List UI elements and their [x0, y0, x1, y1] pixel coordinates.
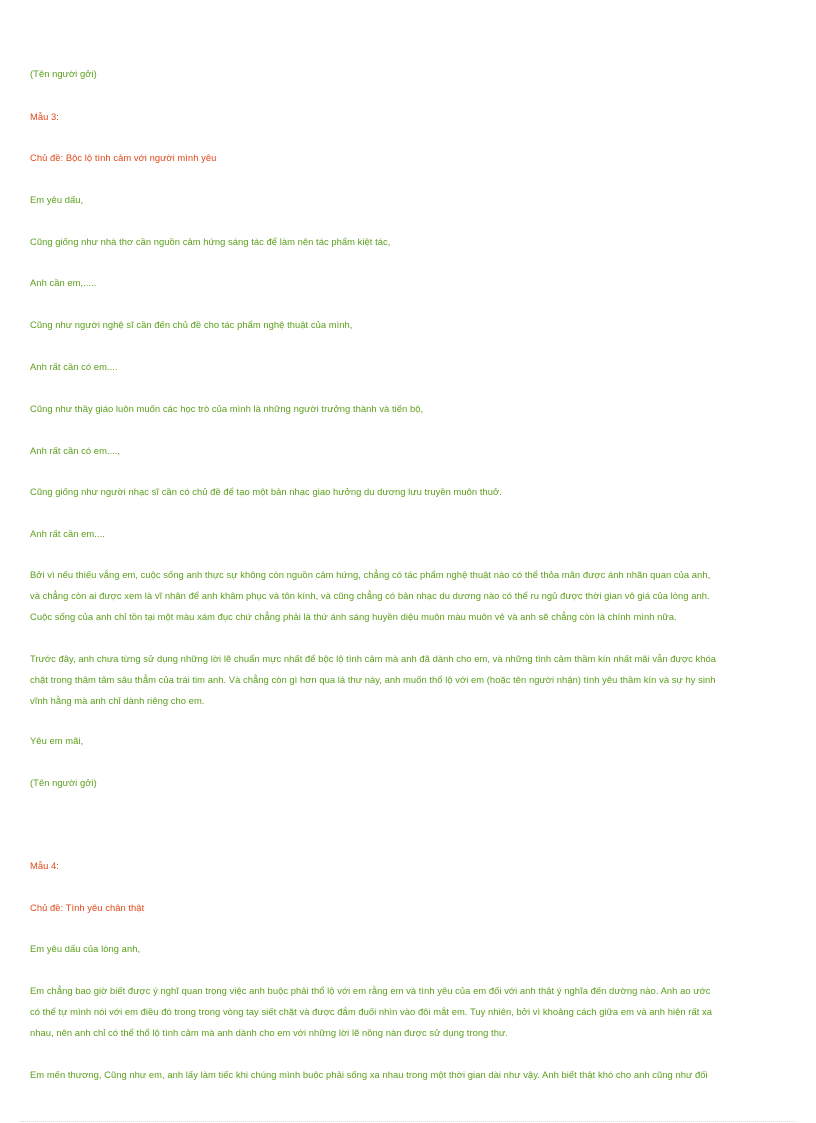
paragraph: Anh rất cần em....	[30, 528, 105, 539]
paragraph-line: Bởi vì nếu thiếu vắng em, cuộc sống anh thực sự không còn nguồn cảm hứng, chẳng có tác phẩm nghệ thuật nào có thể thỏa mãn được ánh nhãn quan của anh,	[30, 569, 711, 580]
template-3-topic: Chủ đề: Bộc lộ tình cảm với người mình yêu	[30, 152, 217, 163]
template-3-heading: Mẫu 3:	[30, 111, 59, 122]
template-4-topic: Chủ đề: Tình yêu chân thật	[30, 902, 145, 913]
paragraph: Anh rất cần có em....	[30, 361, 118, 372]
paragraph-line: Cuộc sống của anh chỉ tồn tại một màu xám đục chứ chẳng phải là thứ ánh sáng huyền diệu muôn màu muôn vẻ và anh sẽ chẳng còn là chính mình nữa.	[30, 611, 677, 622]
paragraph-line: chặt trong thâm tâm sâu thẳm của trái tim anh. Và chẳng còn gì hơn qua lá thư này, anh muốn thổ lộ với em (hoặc tên người nhận) tình yêu thầm kín và sự hy sinh	[30, 674, 716, 685]
paragraph-long	[30, 564, 790, 627]
paragraph-line: có thể tự mình nói với em điều đó trong trong vòng tay siết chặt và được đắm đuối nhìn vào đôi mắt em. Tuy nhiên, bởi vì khoảng cách giữa em và anh hiện rất xa	[30, 1006, 713, 1017]
page-bottom-divider	[20, 1121, 796, 1122]
paragraph: Cũng giống như nhà thơ cần nguồn cảm hứng sáng tác để làm nên tác phẩm kiệt tác,	[30, 236, 391, 247]
paragraph-line: và chẳng còn ai được xem là vĩ nhân để anh khâm phục và tôn kính, và cũng chẳng có bản nhạc du dương nào có thể ru ngủ được thời gian vô giá của lòng anh.	[30, 590, 710, 601]
paragraph: Cũng như người nghệ sĩ cần đến chủ đề cho tác phẩm nghệ thuật của mình,	[30, 319, 353, 330]
paragraph: Anh rất cần có em....,	[30, 445, 121, 456]
template-4-heading: Mẫu 4:	[30, 860, 59, 871]
sender-name: (Tên người gởi)	[30, 777, 97, 788]
paragraph-long	[30, 980, 790, 1043]
paragraph: Anh cần em,.....	[30, 277, 97, 288]
salutation: Em yêu dấu,	[30, 194, 84, 205]
sender-name: (Tên người gởi)	[30, 68, 97, 79]
closing: Yêu em mãi,	[30, 735, 84, 746]
salutation: Em yêu dấu của lòng anh,	[30, 943, 141, 954]
paragraph-line: Em chẳng bao giờ biết được ý nghĩ quan trọng việc anh buộc phải thổ lộ với em rằng em và tình yêu của em đối với anh thật ý nghĩa đến dường nào. Anh ao ước	[30, 985, 711, 996]
paragraph-line: vĩnh hằng mà anh chỉ dành riêng cho em.	[30, 695, 205, 706]
paragraph: Em mến thương, Cũng như em, anh lấy làm tiếc khi chúng mình buộc phải sống xa nhau trong một thời gian dài như vậy. Anh biết thật khó cho anh cũng như đối	[30, 1069, 708, 1080]
paragraph-line: nhau, nên anh chỉ có thể thổ lộ tình cảm mà anh dành cho em với những lời lẽ nồng nàn được sử dụng trong thư.	[30, 1027, 508, 1038]
paragraph-long	[30, 648, 790, 711]
paragraph: Cũng giống như người nhạc sĩ cần có chủ đề để tạo một bản nhạc giao hưởng du dương lưu truyền muôn thuở.	[30, 486, 502, 497]
paragraph: Cũng như thầy giáo luôn muốn các học trò của mình là những người trưởng thành và tiến bộ,	[30, 403, 424, 414]
paragraph-line: Trước đây, anh chưa từng sử dụng những lời lẽ chuẩn mực nhất để bộc lộ tình cảm mà anh đã dành cho em, và những tình cảm thầm kín nhất mãi vẫn được khóa	[30, 653, 716, 664]
